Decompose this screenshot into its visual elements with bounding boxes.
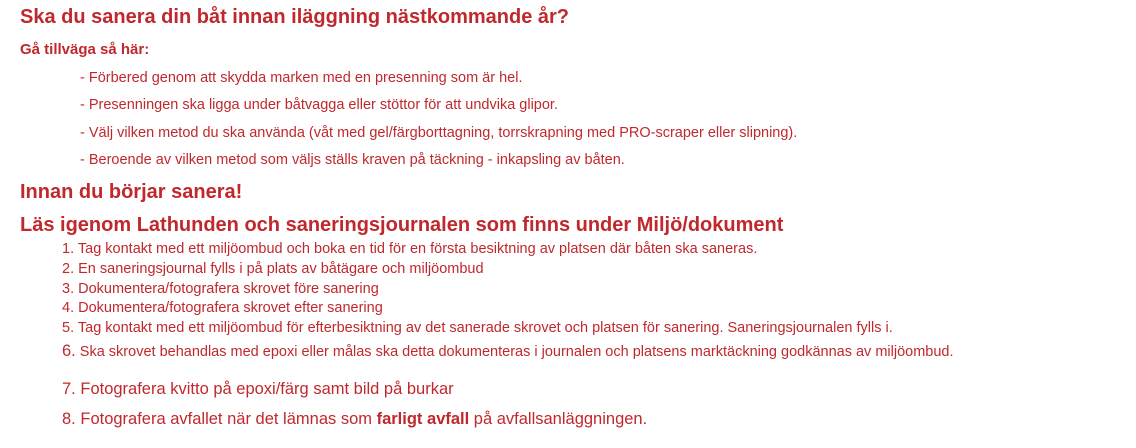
- item-text: Dokumentera/fotografera skrovet efter sanering: [78, 300, 383, 316]
- intro-step-3: - Välj vilken metod du ska använda (våt med gel/färgborttagning, torrskrapning med PRO-scraper eller slipning).: [80, 125, 798, 141]
- intro-step-1: - Förbered genom att skydda marken med en presenning som är hel.: [80, 70, 523, 86]
- item-text: Ska skrovet behandlas med epoxi eller målas ska detta dokumenteras i journalen och platsens marktäckning godkännas av miljöombud.: [79, 344, 954, 360]
- item-number: 8.: [62, 410, 76, 428]
- item-number: 7.: [62, 380, 76, 398]
- numbered-item: [62, 300, 383, 316]
- intro-step-2: - Presenningen ska ligga under båtvagga eller stöttor för att undvika glipor.: [80, 97, 558, 113]
- item-text-after: på avfallsanläggningen.: [469, 410, 648, 428]
- item-number: 5.: [62, 320, 75, 336]
- numbered-item: [62, 261, 484, 277]
- intro-step-4: - Beroende av vilken metod som väljs ställs kraven på täckning - inkapsling av båten.: [80, 152, 625, 168]
- numbered-item: [62, 281, 379, 297]
- item-number: 4.: [62, 300, 75, 316]
- numbered-item: [62, 241, 757, 257]
- item-text: Fotografera kvitto på epoxi/färg samt bild på burkar: [80, 380, 454, 398]
- page-subtitle: Gå tillväga så här:: [20, 41, 150, 58]
- item-text-bold: farligt avfall: [376, 410, 470, 428]
- item-text-before: Fotografera avfallet när det lämnas som: [80, 410, 377, 428]
- heading-read-guides: Läs igenom Lathunden och saneringsjournalen som finns under Miljö/dokument: [20, 214, 784, 236]
- item-text: Tag kontakt med ett miljöombud för efterbesiktning av det sanerade skrovet och platsen för sanering. Saneringsjournalen fylls i.: [77, 320, 893, 336]
- item-text: Tag kontakt med ett miljöombud och boka en tid för en första besiktning av platsen där båten ska saneras.: [77, 241, 758, 257]
- item-text: Dokumentera/fotografera skrovet före sanering: [78, 281, 379, 297]
- item-number: 1.: [62, 241, 75, 257]
- item-number: 2.: [62, 261, 75, 277]
- page-title: Ska du sanera din båt innan iläggning nästkommande år?: [20, 6, 569, 28]
- item-text: En saneringsjournal fylls i på plats av båtägare och miljöombud: [78, 261, 484, 277]
- numbered-item: [62, 380, 454, 399]
- numbered-item: [62, 410, 647, 429]
- numbered-item: [62, 342, 954, 361]
- numbered-item: [62, 320, 893, 336]
- heading-before-start: Innan du börjar sanera!: [20, 181, 243, 203]
- item-number: 3.: [62, 281, 75, 297]
- item-number: 6.: [62, 342, 76, 360]
